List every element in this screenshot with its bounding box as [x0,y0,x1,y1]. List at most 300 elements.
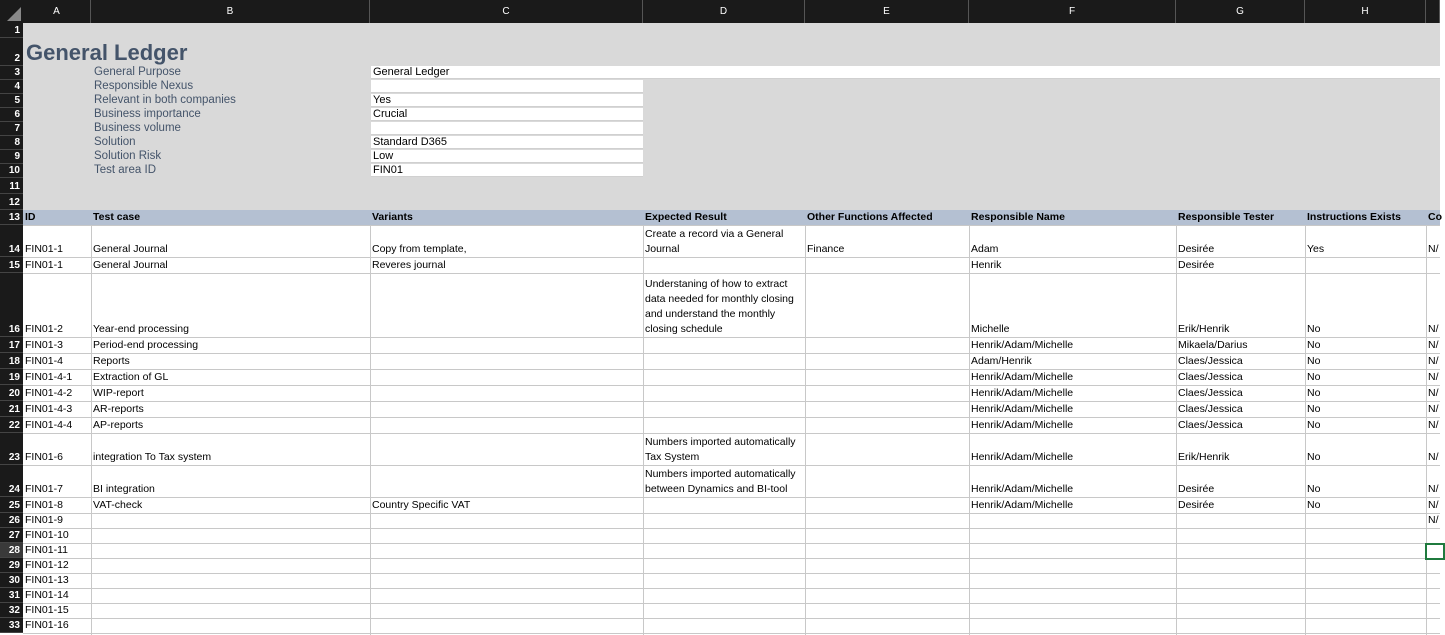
info-label: Responsible Nexus [94,80,194,92]
table-cell-tester[interactable] [1176,543,1305,558]
table-cell-co[interactable] [1426,588,1440,603]
table-cell-variants[interactable] [370,558,643,573]
row-header-4[interactable]: 4 [0,80,23,94]
row-header-29[interactable]: 29 [0,558,23,573]
table-cell-instr[interactable] [1305,417,1426,433]
table-cell-id[interactable] [23,588,91,603]
table-header-5: Responsible Name [969,210,1176,225]
table-cell-resp[interactable] [969,603,1176,618]
table-cell-test_case[interactable] [91,225,370,257]
table-cell-tester[interactable] [1176,573,1305,588]
table-cell-test_case[interactable] [91,385,370,401]
table-cell-instr[interactable] [1305,465,1426,497]
cell-text: Henrik/Adam/Michelle [971,339,1074,351]
table-cell-co[interactable] [1426,257,1440,273]
table-cell-id[interactable] [23,257,91,273]
active-cell[interactable] [1425,543,1445,560]
cell-text: BI integration [93,483,155,495]
cell-text: Claes/Jessica [1178,371,1243,383]
table-cell-resp[interactable] [969,573,1176,588]
row-header-2[interactable]: 2 [0,38,23,66]
cell-text: FIN01-11 [25,544,68,556]
table-cell-expected[interactable] [643,257,805,273]
table-cell-variants[interactable] [370,588,643,603]
table-cell-resp[interactable] [969,385,1176,401]
cell-text: Claes/Jessica [1178,403,1243,415]
table-cell-resp[interactable] [969,528,1176,543]
row-header-23[interactable]: 23 [0,433,23,465]
table-cell-test_case[interactable] [91,573,370,588]
column-header-b[interactable]: B [91,0,370,23]
table-cell-test_case[interactable] [91,603,370,618]
row-header-10[interactable]: 10 [0,164,23,178]
table-cell-tester[interactable] [1176,588,1305,603]
table-cell-test_case[interactable] [91,543,370,558]
table-cell-co[interactable] [1426,433,1440,465]
info-value-field[interactable] [371,122,643,135]
cell-text: N/ [1428,323,1439,335]
table-cell-id[interactable] [23,353,91,369]
column-header-f[interactable]: F [969,0,1176,23]
table-cell-tester[interactable] [1176,273,1305,337]
table-cell-tester[interactable] [1176,528,1305,543]
row-header-33[interactable]: 33 [0,618,23,633]
cell-text: Adam/Henrik [971,355,1032,367]
row-header-22[interactable]: 22 [0,417,23,433]
table-cell-id[interactable] [23,225,91,257]
cell-text: N/ [1428,339,1439,351]
info-label: Business importance [94,108,201,120]
table-cell-co[interactable] [1426,401,1440,417]
table-cell-co[interactable] [1426,528,1440,543]
table-cell-resp[interactable] [969,353,1176,369]
table-cell-instr[interactable] [1305,225,1426,257]
table-cell-instr[interactable] [1305,497,1426,513]
table-header-6: Responsible Tester [1176,210,1305,225]
table-header-7: Instructions Exists [1305,210,1426,225]
table-cell-variants[interactable] [370,513,643,528]
table-cell-other[interactable] [805,588,969,603]
cell-text: Desirée [1178,259,1215,271]
info-label: Business volume [94,122,181,134]
table-cell-test_case[interactable] [91,257,370,273]
cell-text: Adam [971,243,999,255]
table-cell-expected[interactable] [643,369,805,385]
row-header-12[interactable]: 12 [0,194,23,210]
table-cell-variants[interactable] [370,433,643,465]
info-label: Solution [94,136,136,148]
table-cell-expected[interactable] [643,543,805,558]
table-cell-other[interactable] [805,337,969,353]
table-cell-resp[interactable] [969,543,1176,558]
cell-text: VAT-check [93,499,143,511]
cell-text: Henrik/Adam/Michelle [971,419,1074,431]
table-cell-co[interactable] [1426,385,1440,401]
table-cell-expected[interactable] [643,558,805,573]
table-cell-test_case[interactable] [91,558,370,573]
info-value-field[interactable]: Crucial [371,108,643,121]
table-cell-tester[interactable] [1176,558,1305,573]
table-cell-other[interactable] [805,417,969,433]
table-cell-variants[interactable] [370,465,643,497]
table-cell-instr[interactable] [1305,257,1426,273]
table-cell-id[interactable] [23,558,91,573]
row-header-27[interactable]: 27 [0,528,23,543]
info-value-field[interactable] [371,80,643,93]
row-header-11[interactable]: 11 [0,178,23,194]
row-header-31[interactable]: 31 [0,588,23,603]
info-value-field[interactable]: General Ledger [371,66,1440,79]
row-header-9[interactable]: 9 [0,150,23,164]
table-cell-id[interactable] [23,543,91,558]
table-cell-id[interactable] [23,273,91,337]
cell-text: FIN01-10 [25,529,69,541]
table-cell-tester[interactable] [1176,225,1305,257]
cell-text: Mikaela/Darius [1178,339,1248,351]
table-cell-co[interactable] [1426,573,1440,588]
cell-text: Michelle [971,323,1010,335]
info-label: Relevant in both companies [94,94,236,106]
cell-text: N/ [1428,514,1439,526]
table-cell-id[interactable] [23,603,91,618]
table-cell-variants[interactable] [370,353,643,369]
row-header-24[interactable]: 24 [0,465,23,497]
table-cell-co[interactable] [1426,353,1440,369]
table-cell-instr[interactable] [1305,433,1426,465]
table-cell-tester[interactable] [1176,497,1305,513]
table-cell-expected[interactable] [643,433,805,465]
cell-text: Henrik/Adam/Michelle [971,403,1074,415]
row-header-21[interactable]: 21 [0,401,23,417]
table-cell-co[interactable] [1426,337,1440,353]
table-cell-variants[interactable] [370,385,643,401]
table-cell-resp[interactable] [969,465,1176,497]
table-cell-instr[interactable] [1305,369,1426,385]
cell-text: No [1307,483,1321,495]
table-cell-variants[interactable] [370,337,643,353]
cell-text: AR-reports [93,403,144,415]
table-cell-variants[interactable] [370,225,643,257]
table-cell-instr[interactable] [1305,543,1426,558]
table-cell-tester[interactable] [1176,433,1305,465]
table-cell-expected[interactable] [643,273,805,337]
cell-text: FIN01-13 [25,574,69,586]
table-cell-expected[interactable] [643,353,805,369]
row-header-30[interactable]: 30 [0,573,23,588]
table-cell-co[interactable] [1426,497,1440,513]
table-cell-expected[interactable] [643,513,805,528]
cell-text: integration To Tax system [93,451,212,463]
column-header-e[interactable]: E [805,0,969,23]
cell-text: FIN01-14 [25,589,69,601]
table-cell-other[interactable] [805,273,969,337]
row-header-28[interactable]: 28 [0,543,23,558]
table-cell-instr[interactable] [1305,273,1426,337]
table-cell-co[interactable] [1426,513,1440,528]
table-cell-expected[interactable] [643,618,805,633]
row-header-5[interactable]: 5 [0,94,23,108]
table-cell-resp[interactable] [969,257,1176,273]
table-cell-variants[interactable] [370,257,643,273]
table-cell-test_case[interactable] [91,497,370,513]
select-all-corner[interactable] [0,0,24,23]
column-header-c[interactable]: C [370,0,643,23]
table-cell-test_case[interactable] [91,528,370,543]
info-value-field[interactable]: Standard D365 [371,136,643,149]
table-cell-id[interactable] [23,573,91,588]
table-cell-test_case[interactable] [91,353,370,369]
table-cell-tester[interactable] [1176,618,1305,633]
row-header-26[interactable]: 26 [0,513,23,528]
table-cell-tester[interactable] [1176,401,1305,417]
info-value-field[interactable]: Yes [371,94,643,107]
cell-text: FIN01-4-4 [25,419,73,431]
row-header-17[interactable]: 17 [0,337,23,353]
table-cell-id[interactable] [23,497,91,513]
info-label: Solution Risk [94,150,162,162]
table-cell-id[interactable] [23,401,91,417]
column-header-h[interactable]: H [1305,0,1426,23]
table-cell-resp[interactable] [969,618,1176,633]
table-cell-instr[interactable] [1305,588,1426,603]
table-cell-variants[interactable] [370,417,643,433]
table-cell-expected[interactable] [643,465,805,497]
cell-text: Henrik/Adam/Michelle [971,451,1074,463]
cell-text: No [1307,339,1321,351]
table-cell-instr[interactable] [1305,618,1426,633]
table-cell-resp[interactable] [969,417,1176,433]
cell-text: No [1307,451,1321,463]
cell-text: N/ [1428,483,1439,495]
table-cell-id[interactable] [23,433,91,465]
table-cell-other[interactable] [805,465,969,497]
table-cell-test_case[interactable] [91,401,370,417]
table-cell-resp[interactable] [969,433,1176,465]
table-cell-resp[interactable] [969,497,1176,513]
table-cell-test_case[interactable] [91,513,370,528]
cell-text: N/ [1428,243,1439,255]
table-cell-variants[interactable] [370,528,643,543]
table-cell-tester[interactable] [1176,353,1305,369]
table-cell-expected[interactable] [643,588,805,603]
table-cell-co[interactable] [1426,417,1440,433]
table-cell-test_case[interactable] [91,433,370,465]
table-cell-tester[interactable] [1176,385,1305,401]
cell-text: Create a record via a General Journal [645,228,784,255]
table-cell-resp[interactable] [969,558,1176,573]
cell-text: No [1307,323,1321,335]
table-cell-id[interactable] [23,417,91,433]
table-cell-co[interactable] [1426,603,1440,618]
table-cell-tester[interactable] [1176,369,1305,385]
table-cell-id[interactable] [23,513,91,528]
table-cell-instr[interactable] [1305,573,1426,588]
table-header-3: Expected Result [643,210,805,225]
cell-text: FIN01-4-1 [25,371,73,383]
info-value-field[interactable]: Low [371,150,643,163]
table-cell-id[interactable] [23,528,91,543]
row-header-13[interactable]: 13 [0,210,23,225]
table-cell-expected[interactable] [643,337,805,353]
table-cell-resp[interactable] [969,273,1176,337]
table-cell-resp[interactable] [969,588,1176,603]
table-cell-other[interactable] [805,543,969,558]
table-cell-tester[interactable] [1176,257,1305,273]
table-cell-id[interactable] [23,618,91,633]
table-cell-tester[interactable] [1176,465,1305,497]
table-cell-variants[interactable] [370,273,643,337]
table-cell-instr[interactable] [1305,337,1426,353]
table-cell-variants[interactable] [370,603,643,618]
cell-text: N/ [1428,451,1439,463]
table-cell-variants[interactable] [370,543,643,558]
table-cell-co[interactable] [1426,369,1440,385]
table-cell-instr[interactable] [1305,353,1426,369]
table-cell-expected[interactable] [643,385,805,401]
table-cell-other[interactable] [805,618,969,633]
table-cell-other[interactable] [805,353,969,369]
table-cell-other[interactable] [805,528,969,543]
row-header-6[interactable]: 6 [0,108,23,122]
table-cell-co[interactable] [1426,465,1440,497]
table-cell-resp[interactable] [969,337,1176,353]
cell-text: Finance [807,243,845,255]
table-cell-co[interactable] [1426,225,1440,257]
row-header-18[interactable]: 18 [0,353,23,369]
table-cell-test_case[interactable] [91,369,370,385]
table-cell-id[interactable] [23,465,91,497]
table-cell-expected[interactable] [643,417,805,433]
table-cell-test_case[interactable] [91,465,370,497]
table-cell-other[interactable] [805,513,969,528]
table-cell-tester[interactable] [1176,513,1305,528]
cell-text: N/ [1428,499,1439,511]
cell-text: Henrik [971,259,1002,271]
table-cell-id[interactable] [23,337,91,353]
table-header-8: Co [1428,211,1442,223]
cell-text: No [1307,387,1321,399]
table-cell-co[interactable] [1426,273,1440,337]
table-cell-resp[interactable] [969,401,1176,417]
table-cell-variants[interactable] [370,401,643,417]
table-cell-other[interactable] [805,401,969,417]
table-cell-other[interactable] [805,257,969,273]
column-header-d[interactable]: D [643,0,805,23]
table-cell-tester[interactable] [1176,417,1305,433]
table-cell-expected[interactable] [643,497,805,513]
table-cell-instr[interactable] [1305,558,1426,573]
table-cell-id[interactable] [23,385,91,401]
table-header-1: Test case [91,210,370,225]
table-cell-resp[interactable] [969,369,1176,385]
table-cell-id[interactable] [23,369,91,385]
row-header-25[interactable]: 25 [0,497,23,513]
table-cell-expected[interactable] [643,603,805,618]
table-cell-expected[interactable] [643,401,805,417]
row-header-8[interactable]: 8 [0,136,23,150]
table-cell-tester[interactable] [1176,337,1305,353]
table-cell-co[interactable] [1426,618,1440,633]
row-header-16[interactable]: 16 [0,273,23,337]
cell-text: FIN01-9 [25,514,63,526]
cell-text: N/ [1428,403,1439,415]
table-cell-test_case[interactable] [91,273,370,337]
cell-text: FIN01-6 [25,451,63,463]
table-cell-instr[interactable] [1305,385,1426,401]
column-header-partial[interactable] [1426,0,1440,23]
table-cell-instr[interactable] [1305,401,1426,417]
cell-text: N/ [1428,419,1439,431]
table-cell-variants[interactable] [370,573,643,588]
row-header-20[interactable]: 20 [0,385,23,401]
row-header-3[interactable]: 3 [0,66,23,80]
cell-text: Erik/Henrik [1178,323,1230,335]
table-cell-other[interactable] [805,385,969,401]
table-cell-test_case[interactable] [91,588,370,603]
table-cell-variants[interactable] [370,497,643,513]
cell-text: Henrik/Adam/Michelle [971,499,1074,511]
table-cell-instr[interactable] [1305,513,1426,528]
table-cell-other[interactable] [805,603,969,618]
table-cell-resp[interactable] [969,513,1176,528]
cell-text: Erik/Henrik [1178,451,1230,463]
sheet-title: General Ledger [26,40,188,65]
table-cell-resp[interactable] [969,225,1176,257]
row-header-32[interactable]: 32 [0,603,23,618]
table-cell-other[interactable] [805,433,969,465]
table-cell-instr[interactable] [1305,603,1426,618]
row-header-19[interactable]: 19 [0,369,23,385]
cell-text: FIN01-1 [25,259,63,271]
table-cell-expected[interactable] [643,528,805,543]
cell-text: N/ [1428,371,1439,383]
cell-text: WIP-report [93,387,144,399]
table-cell-co[interactable] [1426,558,1440,573]
column-header-a[interactable]: A [23,0,91,23]
cell-text: No [1307,403,1321,415]
row-header-1[interactable]: 1 [0,23,23,38]
table-cell-other[interactable] [805,225,969,257]
cell-text: AP-reports [93,419,144,431]
row-header-7[interactable]: 7 [0,122,23,136]
table-cell-test_case[interactable] [91,337,370,353]
info-label: General Purpose [94,66,181,78]
cell-text: N/ [1428,387,1439,399]
table-cell-expected[interactable] [643,573,805,588]
table-cell-test_case[interactable] [91,417,370,433]
table-cell-variants[interactable] [370,618,643,633]
row-header-15[interactable]: 15 [0,257,23,273]
table-cell-instr[interactable] [1305,528,1426,543]
table-cell-expected[interactable] [643,225,805,257]
info-value-field[interactable]: FIN01 [371,164,643,177]
table-cell-test_case[interactable] [91,618,370,633]
cell-text: Claes/Jessica [1178,355,1243,367]
table-cell-other[interactable] [805,558,969,573]
cell-text: No [1307,499,1321,511]
table-cell-other[interactable] [805,497,969,513]
table-cell-other[interactable] [805,369,969,385]
cell-text: Desirée [1178,499,1215,511]
row-header-14[interactable]: 14 [0,225,23,257]
cell-text: FIN01-15 [25,604,69,616]
table-cell-tester[interactable] [1176,603,1305,618]
table-cell-other[interactable] [805,573,969,588]
cell-text: Copy from template, [372,243,467,255]
table-cell-variants[interactable] [370,369,643,385]
column-header-g[interactable]: G [1176,0,1305,23]
cell-text: Henrik/Adam/Michelle [971,371,1074,383]
